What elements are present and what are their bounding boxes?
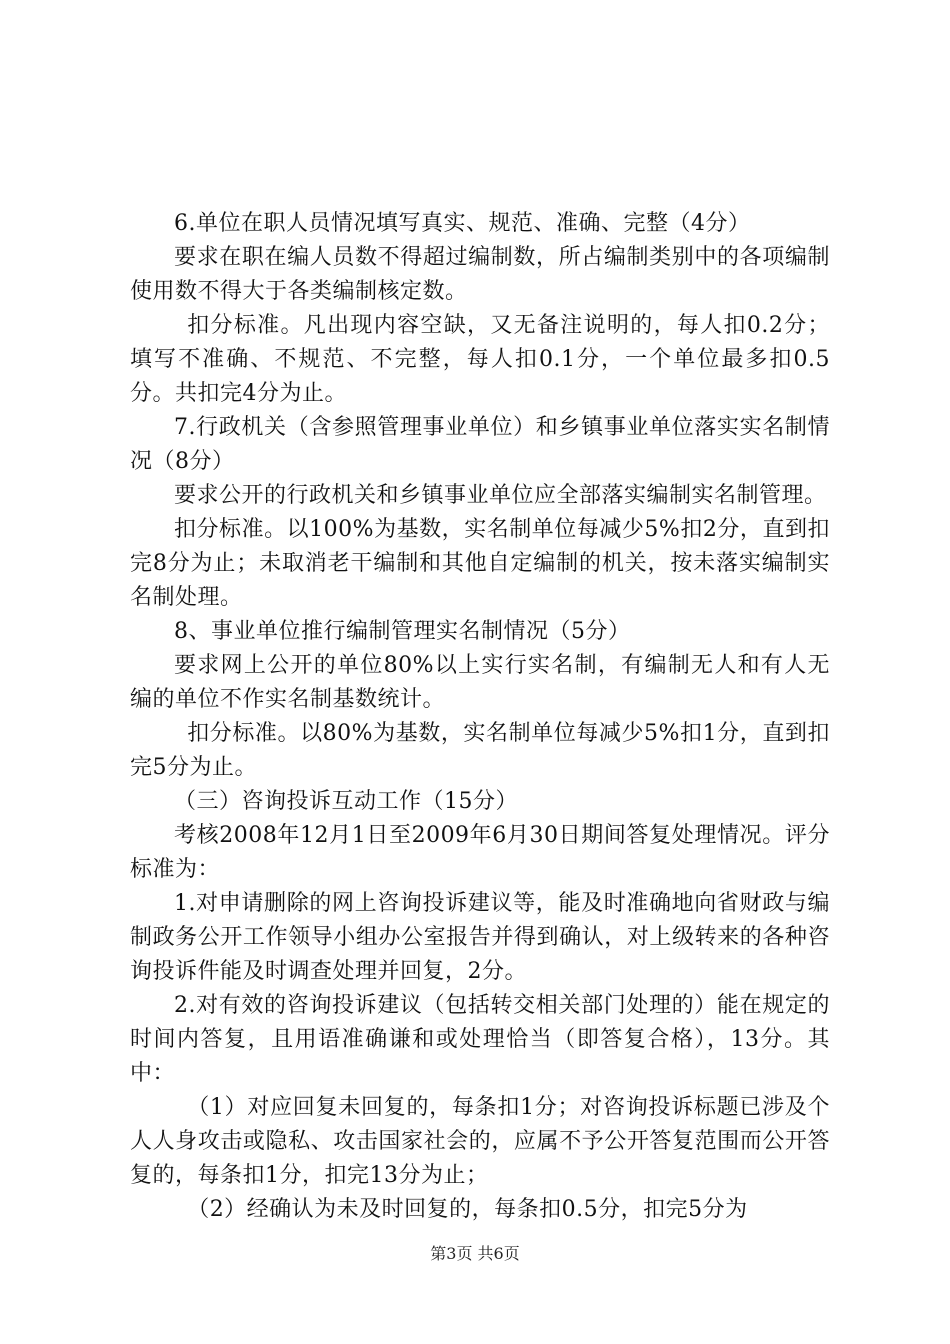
paragraph-section-3-heading: （三）咨询投诉互动工作（15分） xyxy=(174,789,518,814)
paragraph-item-6-heading: 6.单位在职人员情况填写真实、规范、准确、完整（4分） xyxy=(174,211,751,236)
paragraph-deduction-standard: 扣分标准。凡出现内容空缺，又无备注说明的，每人扣0.2分；填写不准确、不规范、不完整，每人扣0.1分，一个单位最多扣0.5分。共扣完4分为止。 xyxy=(130,313,830,406)
paragraph-sub-item-1: （1）对应回复未回复的，每条扣1分；对咨询投诉标题已涉及个人人身攻击或隐私、攻击国家社会的，应属不予公开答复范围而公开答复的，每条扣1分，扣完13分为止； xyxy=(130,1095,830,1188)
page-footer: 第3页 共6页 xyxy=(430,1244,520,1263)
paragraph-item-8-heading: 8、事业单位推行编制管理实名制情况（5分） xyxy=(174,619,631,644)
paragraph-criterion-1: 1.对申请删除的网上咨询投诉建议等，能及时准确地向省财政与编制政务公开工作领导小组办公室报告并得到确认，对上级转来的各种咨询投诉件能及时调查处理并回复，2分。 xyxy=(130,891,830,984)
paragraph-requirement: 要求网上公开的单位80%以上实行实名制，有编制无人和有人无编的单位不作实名制基数统计。 xyxy=(130,653,830,712)
paragraph-assessment-period: 考核2008年12月1日至2009年6月30日期间答复处理情况。评分标准为： xyxy=(130,823,830,882)
paragraph-sub-item-2: （2）经确认为未及时回复的，每条扣0.5分，扣完5分为 xyxy=(187,1197,748,1222)
paragraph-deduction-standard: 扣分标准。以80%为基数，实名制单位每减少5%扣1分，直到扣完5分为止。 xyxy=(130,721,830,780)
paragraph-criterion-2: 2.对有效的咨询投诉建议（包括转交相关部门处理的）能在规定的时间内答复，且用语准确谦和或处理恰当（即答复合格），13分。其中： xyxy=(130,993,830,1086)
document-body xyxy=(130,207,830,1227)
paragraph-item-7-heading: 7.行政机关（含参照管理事业单位）和乡镇事业单位落实实名制情况（8分） xyxy=(130,415,830,474)
paragraph-requirement: 要求公开的行政机关和乡镇事业单位应全部落实编制实名制管理。 xyxy=(174,483,827,508)
paragraph-requirement: 要求在职在编人员数不得超过编制数，所占编制类别中的各项编制使用数不得大于各类编制核定数。 xyxy=(130,245,830,304)
paragraph-deduction-standard: 扣分标准。以100%为基数，实名制单位每减少5%扣2分，直到扣完8分为止；未取消老干编制和其他自定编制的机关，按未落实编制实名制处理。 xyxy=(130,517,830,610)
